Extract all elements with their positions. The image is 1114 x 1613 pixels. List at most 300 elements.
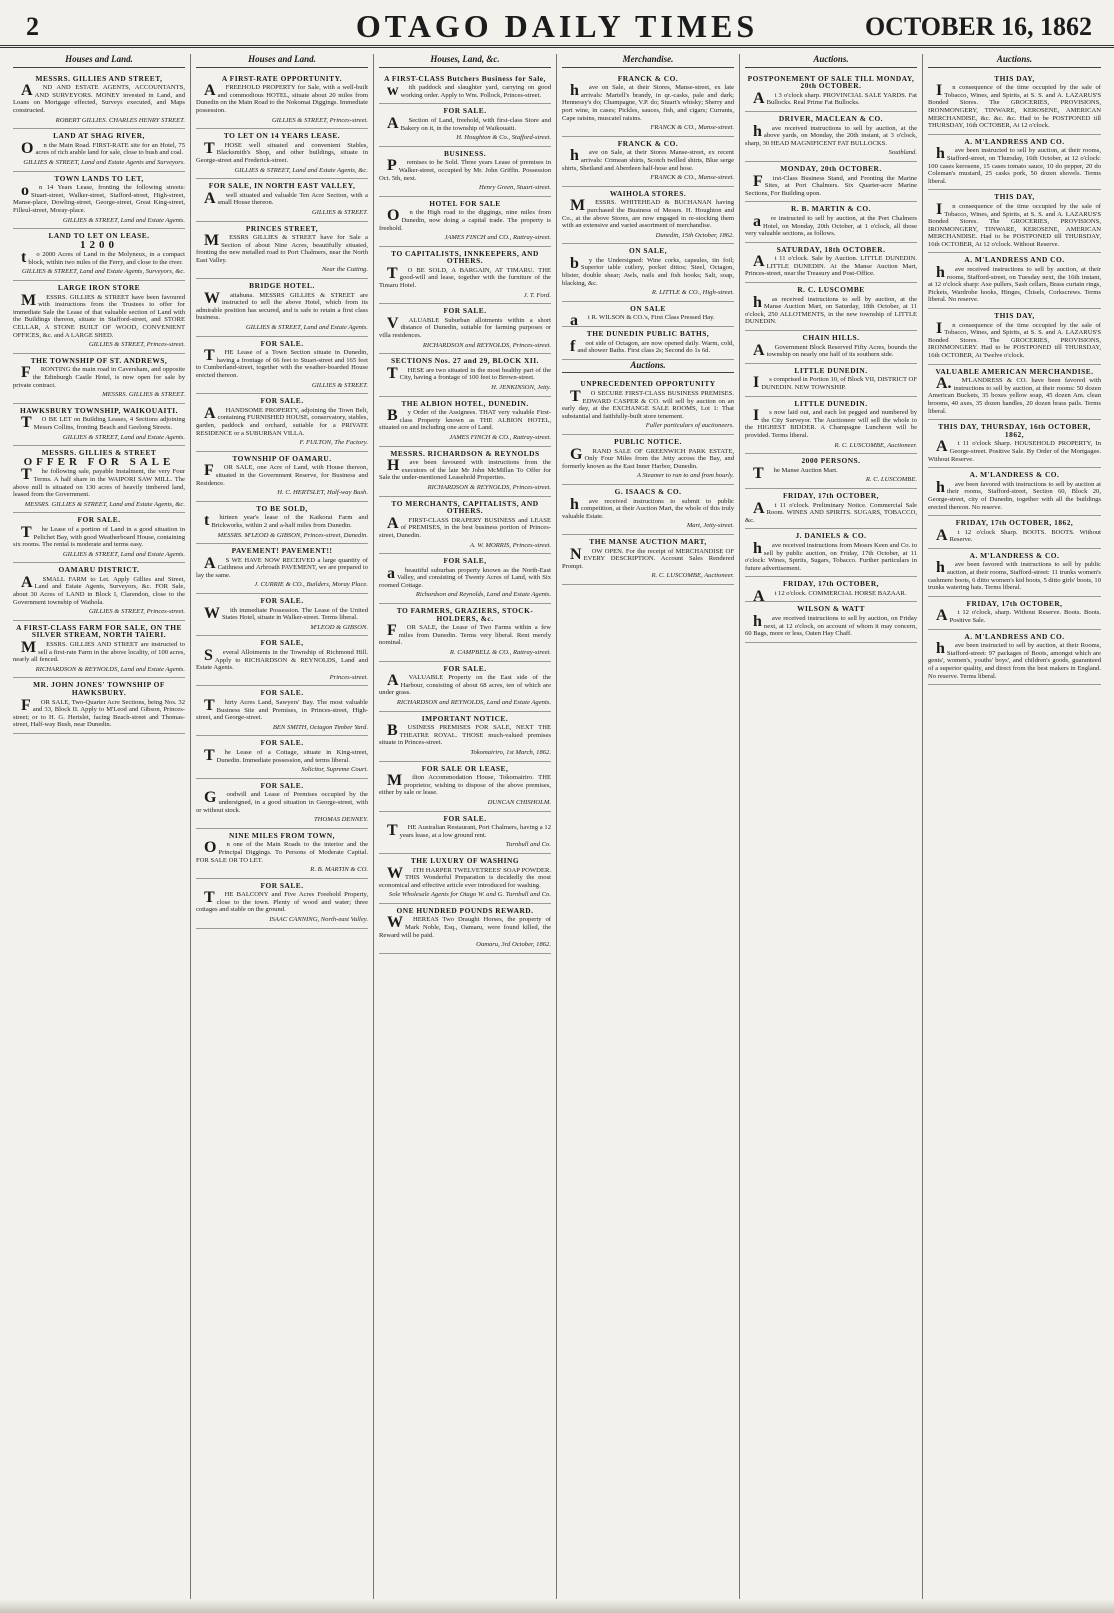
column-heading: Houses, Land, &c. [379,54,551,68]
advertisement [562,327,734,360]
advertisement [562,72,734,137]
ad-headline: PRINCES STREET, [245,223,319,233]
advertisement [379,812,551,854]
ad-headline: FOR SALE. [443,306,487,316]
ad-signature: F. FULTON, The Factory. [299,439,368,447]
ad-headline: MESSRS. GILLIES AND STREET, [35,73,163,83]
ad-headline: FOR SALE. [260,596,304,606]
ad-headline: THIS DAY, [994,73,1035,83]
ad-headline: 2000 PERSONS. [801,456,861,466]
ad-body: At 11 o'clock Sharp. HOUSEHOLD PROPERTY, In George-street. Positive Sale. By Order of the Mortgagee. Without Reserve. [928,438,1101,463]
ad-signature: R. CAMPBELL & CO., Rattray-street. [449,649,551,657]
ad-body: A.M'LANDRESS & CO. have been favored with instructions to sell by auction, at their rooms: 50 dozen American Buckets, 35 boxes yellow soap, 45 dozen Am. clean brooms, 40 axes, 35 dozen handles, 20 dozen brass pails. Terms liberal. [928,375,1101,415]
ad-headline: FRIDAY, 17th OCTOBER, [966,598,1063,608]
ad-body: FOR SALE, one Acre of Land, with House thereon, situated in the Government Reserve, for Business and Residence. [196,462,368,487]
advertisement [562,302,734,330]
ad-headline: G. ISAACS & CO. [614,486,682,496]
advertisement [745,202,917,242]
advertisement [196,779,368,829]
advertisement [379,762,551,812]
advertisement [562,377,734,435]
advertisement [379,104,551,146]
ad-headline: FOR SALE. [260,338,304,348]
ad-body: The following sale, payable Instalment, the very Four Terms. A half share in the WAIPORI SAW MILL. The above mill is situated on 130 acres of heavily timbered land, leased from the Government. [13,466,185,499]
ad-body: ASection of Land, freehold, with first-class Store and Bakery on it, in the township of Waikouaiti. [387,114,551,132]
column-heading: Merchandise. [562,54,734,68]
ad-headline: FOR SALE. [260,738,304,748]
ad-body: First-Class Business Stand, and Fronting the Marine Sites, at Port Chalmers. Six Quarter-acre Marine Sections, For Building upon. [745,172,917,197]
ad-body: FRONTING the main road in Caversham, and opposite the Edinburgh Castle Hotel, is now open for sale by private contract. [13,364,185,389]
advertisement [196,452,368,502]
advertisement [196,337,368,395]
ad-headline: ONE HUNDRED POUNDS REWARD. [396,905,534,915]
page-edge-shadow [0,1599,1114,1613]
column-2 [191,54,374,1599]
advertisement [13,563,185,621]
ad-body: THOSE well situated and convenient Stables, Blacksmith's Shop, and other buildings, situate in George-street and Frederick-street. [196,139,368,164]
advertisement [928,420,1101,468]
ad-headline: THE DUNEDIN PUBLIC BATHS, [586,329,710,339]
ad-body: In consequence of the time occupied by the sale of Tobacco, Wines, and Spirits, at S. S. and A. LAZARUS'S Bonded Stores. The GROCERIES, PROVISIONS, IRONMONGERY, TINWARE, KEROSENE, AMERICAN MERCHANDISE. Had to be POSTPONED till THURSDAY, 16th OCTOBER, At 12 o'clock. Without Reserve. [928,200,1101,248]
ad-body: to 2000 Acres of Land in the Molyneux, in a compact block, within two miles of the Ferry, and close to the river. [21,249,185,267]
advertisement [745,283,917,331]
ad-body: are instructed to sell by auction, at the Port Chalmers Hotel, on Monday, 20th October, at 1 o'clock, all those very valuable sections, as follows. [745,212,917,238]
ad-body: WHEREAS Two Draught Horses, the property of Mark Noble, Esq., Oamaru, were found killed, the Reward will be paid. [379,914,551,939]
ad-headline: THE LUXURY OF WASHING [410,855,520,865]
advertisement [13,72,185,130]
ad-headline: UNPRECEDENTED OPPORTUNITY [580,379,716,389]
ad-headline: TOWNSHIP OF OAMARU. [232,453,332,463]
ad-body: In consequence of the time occupied by the sale of Tobacco, Wines, and Spirits, at S. S. and A. LAZARUS'S Bonded Stores. The GROCERIES, PROVISIONS, IRONMONGERY, TINWARE, KEROSENE, AMERICAN MERCHANDISE, &c. &c. &c. Had to be POSTPONED till THURSDAY, 16th OCTOBER, At 12 o'clock. [928,82,1101,130]
ad-body: with paddock and slaughter yard, carrying on good working order. Apply to Wm. Pollock, Princes-street. [387,82,551,100]
ad-display-line: 1200 [80,238,118,251]
ad-headline: HOTEL FOR SALE [429,198,501,208]
ad-signature: Henry Green, Stuart-street. [478,184,551,192]
ad-headline: VALUABLE AMERICAN MERCHANDISE. [935,366,1094,376]
column-heading: Auctions. [928,54,1101,68]
ad-headline: NINE MILES FROM TOWN, [229,830,335,840]
ad-signature: GILLIES & STREET, Land and Estate Agents. [62,216,185,224]
ad-signature: R. B. MARTIN & CO. [310,866,368,874]
ad-signature: J. T. Ford. [523,291,551,299]
ad-signature: GILLIES & STREET. [311,208,368,216]
ad-signature: RICHARDSON and REYNOLDS, Princes-street. [422,341,551,349]
ad-headline: LAND TO LET ON LEASE. [48,231,150,241]
ad-headline: A FIRST-CLASS FARM FOR SALE, ON THE SILVER STREAM, NORTH TAIERI. [16,622,182,640]
advertisement [745,364,917,397]
advertisement [745,243,917,283]
ad-headline: WILSON & WATT [797,604,865,614]
ad-headline: FOR SALE. [77,515,121,525]
advertisement [379,72,551,105]
ad-body: THE Australian Restaurant, Port Chalmers, having a 12 years lease, at a low ground rent. [387,822,551,840]
advertisement [928,72,1101,135]
advertisement [196,736,368,778]
ad-signature: ISAAC CANNING, North-east Valley. [269,916,368,924]
ad-body: TO BE LET on Building Leases, 4 Sections adjoining Messrs Collins, fronting Beach and Geelong Streets. [21,414,185,432]
column-6 [923,54,1106,1599]
ad-body: have on Sale, at their Stores, Manse-street, ex late arrivals: Martell's brandy, in qr.-casks, pale and dark; Hennessy's do; Champagne, V.P. do; Stuart's whisky; Sherry and port wine, in cases; Pickles, sauces, fish, and cigars; Currants, Cape raisins, muscatel raisins. [562,82,734,122]
ad-signature: Princes-street. [329,673,368,681]
ad-body: FOR SALE, Two-Quarter Acre Sections, being Nos. 32 and 33, Block II. Apply to M'Leod and Gibson, Princes-street; or to H. G. Hertslet, facing Beach-street and Thomas-street, Half-way Bush, near Dunedin. [13,696,185,729]
ad-body: The Manse Auction Mart. [753,464,838,482]
ad-signature: A Steamer to run to and from hourly. [636,472,734,480]
ad-body: At 12 o'clock, sharp. Without Reserve. Boots. Boots. Positive Sale. [936,607,1101,625]
ad-headline: MESSRS. RICHARDSON & REYNOLDS [390,448,540,458]
ad-body: Awell situated and valuable Ten Acre Section, with a small House thereon. [204,189,368,207]
ad-body: WITH HARPER TWELVETREES' SOAP POWDER. THIS Wonderful Preparation is decidedly the most economical and effective article ever introduced for washing. [379,864,551,889]
advertisement [379,497,551,555]
advertisement [13,678,185,734]
advertisement [196,72,368,130]
ad-headline: FOR SALE, IN NORTH EAST VALLEY, [208,181,356,191]
ad-headline: TO BE SOLD, [256,503,308,513]
advertisement [562,244,734,302]
ad-headline: BRIDGE HOTEL. [249,281,315,291]
ad-headline: TO CAPITALISTS, INNKEEPERS, AND OTHERS. [391,248,539,266]
ad-signature: GILLIES & STREET, Land and Estate Agents and Surveyors. [23,158,185,166]
ad-headline: LARGE IRON STORE [57,283,141,293]
ad-headline: THIS DAY, THURSDAY, 16th OCTOBER, 1862, [938,422,1091,439]
ad-signature: Southland. [888,149,917,157]
ad-body: At 12 o'clock. COMMERCIAL HORSE BAZAAR. [753,587,907,605]
advertisement [928,630,1101,686]
column-heading: Houses and Land. [13,54,185,68]
ad-headline: WAIHOLA STORES. [609,188,687,198]
advertisement [379,447,551,497]
ad-signature: DUNCAN CHISHOLM. [487,798,551,806]
advertisement [196,594,368,636]
ad-body: AVALUABLE Property on the East side of the Harbour, consisting of about 68 acres, ten of which are under grass. [379,672,551,697]
ad-headline: FOR SALE. [443,663,487,673]
ad-signature: GILLIES & STREET, Land and Estate Agents, &c. [234,166,368,174]
ad-body: have been favored with instructions to sell by public auction, at their rooms, Stafford-street: 11 trunks women's cashmere boots, 6 ditto women's kid boots, 5 ditto girls' boots, 10 trunks watering hats. Terms liberal. [928,559,1101,592]
ad-signature: Turnbull and Co. [505,841,551,849]
ad-headline: BUSINESS. [443,148,487,158]
advertisement [13,281,185,354]
column-heading: Houses and Land. [196,54,368,68]
advertisement [745,72,917,112]
ad-headline: FOR SALE. [443,106,487,116]
ad-body: FOR SALE, the Lease of Two Farms within a few miles from Dunedin. Terms very liberal. Rent merely nominal. [379,622,551,647]
ad-signature: Oamaru, 3rd October, 1862. [476,941,551,949]
ad-body: ASMALL FARM to Let. Apply Gillies and Street, Land and Estate Agents, Surveyors, &c. FOR Sale, about 30 Acres of LAND in Block I, Clarendon, close to the Government township of Waihola. [13,573,185,606]
ad-body: TO SECURE FIRST-CLASS BUSINESS PREMISES. EDWARD CASPER & CO. will sell by auction on an early day, at the EXCHANGE SALE ROOMS, Lot 1: That substantial and faithfully-built store tenement. [562,388,734,420]
advertisement [196,279,368,337]
ad-signature: GILLIES & STREET, Princes-street. [88,341,185,349]
advertisement [928,365,1101,421]
column-4 [557,54,740,1599]
ad-headline: IMPORTANT NOTICE. [421,713,509,723]
ad-signature: FRANCK & CO., Manse-street. [650,174,734,182]
ad-signature: Sole Wholesale Agents for Otago W. and G. Turnbull and Co. [388,891,551,899]
advertisement [745,162,917,202]
column-3 [374,54,557,1599]
ad-headline: FOR SALE. [260,688,304,698]
advertisement [745,529,917,577]
ad-body: have received instructions to sell by auction, on Friday next, at 12 o'clock, on account of whom it may concern, 60 Bags, more or less, Oaten Hay Chaff. [745,613,917,638]
ad-body: AGovernment Block Reserved Fifty Acres, bounds the township on nearly one half of its southern side. [753,341,917,359]
advertisement [13,172,185,230]
ad-body: By Order of the Assignees. THAT very valuable First-class Property known as THE ALBION HOTEL, situated on and including one acre of Land. [379,407,551,432]
ad-signature: MESSRS. GILLIES & STREET, Land and Estate Agents, &c. [24,500,185,508]
ad-body: On one of the Main Roads to the interior and the Principal Diggings. To Persons of Moderate Capital. FOR SALE OR TO LET. [196,839,368,864]
advertisement [562,187,734,245]
ad-body: thirteen year's lease of the Kaikorai Farm and Brickworks, within 2 and a-half miles from Dunedin. [204,512,368,530]
ad-body: by the Undersigned: Wine corks, capsules, tin foil; Superior table cutlery, pocket dittos; Steel, Octagon, blister, double shear; Awls, nails and fish hooks; Salt, soap, blacking, &c. [562,254,734,287]
ad-body: Premises to be Sold. Three years Lease of premises in Walker-street, occupied by Mr. John Griffin. Possession Oct. 5th, next. [379,157,551,182]
ad-headline: ON SALE [630,303,666,313]
ad-signature: R. C. LUSCOMBE. [865,476,917,484]
ad-body: AS WE HAVE NOW RECEIVED a large quantity of Caithness and Arbroath PAVEMENT, we are prepared to lay the same. [196,554,368,579]
ad-body: GRAND SALE OF GREENWICH PARK ESTATE, Only Four Miles from the Jetty across the Bay, and formerly known as the East Inner Harbor, Dunedin. [562,445,734,470]
ad-headline: THE TOWNSHIP OF ST. ANDREWS, [30,355,168,365]
advertisement [13,446,185,513]
ad-body: Several Allotments in the Township of Richmond Hill. Apply to RICHARDSON & REYNOLDS, Land and Estate Agents. [196,647,368,672]
issue-date: OCTOBER 16, 1862 [864,12,1092,41]
advertisement [928,468,1101,516]
ad-headline: FOR SALE OR LEASE, [421,763,509,773]
advertisement [928,190,1101,253]
ad-body: At 11 o'clock. Preliminary Notice. Commercial Sale Room. WINES AND SPIRITS. SUGARS, TOBACCO, &c. [745,499,917,524]
ad-headline: SECTIONS Nos. 27 and 29, BLOCK XII. [391,356,539,366]
ad-body: AHANDSOME PROPERTY, adjoining the Town Belt, containing FURNISHED HOUSE, conservatory, stables, garden, paddock and orchard, suitable for a PRIVATE RESIDENCE or a SUBURBAN VILLA. [196,404,368,437]
ad-body: has received instructions to sell by auction, at the Manse Auction Mart, on Saturday, 18th October, at 11 o'clock, 250 ALLOTMENTS, in the new township of LITTLE DUNEDIN. [745,293,917,326]
advertisement [196,686,368,736]
page-number: 2 [26,12,39,41]
ad-headline: R. C. LUSCOMBE [797,285,865,295]
advertisement [13,354,185,404]
advertisement [379,554,551,604]
ad-body: MESSRS. WHITEHEAD & BUCHANAN having purchased the Business of Messrs. H. Houghton and Co., at the above Stores, are now engaged in re-stocking them with an extensive and varied assortment of merchandise. [562,197,734,230]
ad-body: Is now laid out, and each lot pegged and numbered by the City Surveyor. The Auctioneer will sell the whole to the HIGHEST BIDDER. A Champagne Luncheon will be provided. Terms liberal. [745,407,917,439]
ad-headline: TO MERCHANTS, CAPITALISTS, AND OTHERS. [391,498,539,516]
ad-signature: GILLIES & STREET, Princes-street. [88,608,185,616]
ad-body: BUSINESS PREMISES FOR SALE, NEXT THE THEATRE ROYAL. THOSE much-valued premises situate in Princes-street. [379,722,551,747]
ad-headline: THIS DAY, [994,192,1035,202]
ad-body: have been favored with instructions to sell by auction at their rooms, Stafford-street, Section 60, Block 20, George-street, city of Dunedin, together with all the buildings erected thereon. No reserve. [928,478,1101,511]
ad-headline: ON SALE, [628,246,668,256]
ad-headline: A. M'LANDRESS AND CO. [964,136,1065,146]
ad-signature: THOMAS DENNEY. [314,816,368,824]
advertisement [745,489,917,529]
ad-signature: Mart, Jetty-street. [686,522,734,530]
ad-headline: SATURDAY, 18th OCTOBER. [776,244,886,254]
ad-headline: FRIDAY, 17th OCTOBER, [782,490,880,500]
advertisement [379,354,551,396]
ad-headline: FRANCK & CO. [617,138,679,148]
ad-body: Is comprised in Portion 10, of Block VII, DISTRICT OF DUNEDIN. NEW TOWNSHIP. [753,374,917,392]
ad-body: have received instructions from Messrs Keen and Co. to sell by public auction, on Friday, 17th October, at 11 o'clock: Wines, Spirits, Sugars, Tobacco. Further particulars in future advertisement. [745,539,917,572]
ad-headline: PUBLIC NOTICE. [614,436,682,446]
ad-headline: TO FARMERS, GRAZIERS, STOCK-HOLDERS, &c. [396,606,534,623]
ad-headline: DRIVER, MACLEAN & CO. [778,113,884,123]
ad-headline: THE ALBION HOTEL, DUNEDIN. [401,398,529,408]
ad-body: Goodwill and Lease of Premises occupied by the undersigned, in a good situation in George-street, with or without stock. [196,789,368,814]
ad-headline: LAND AT SHAG RIVER, [53,131,145,141]
ad-headline: FOR SALE, [260,638,304,648]
ad-headline: TOWN LANDS TO LET, [54,173,144,183]
advertisement [928,135,1101,191]
ad-signature: H. C. HERTSLET, Half-way Bush. [277,489,368,497]
ad-signature: Richardson and Reynolds, Land and Estate Agents. [415,591,551,599]
ad-headline: MESSRS. GILLIES & STREET [41,448,157,458]
ad-headline: MONDAY, 20th OCTOBER. [780,163,882,173]
advertisement [379,604,551,662]
ad-headline: PAVEMENT! PAVEMENT!! [231,546,333,556]
advertisement [379,712,551,762]
advertisement [13,404,185,446]
advertisement [379,147,551,197]
ad-body: VALUABLE Suburban allotments within a short distance of Dunedin, suitable for farming purposes or villa residences. [379,314,551,340]
advertisement [745,577,917,605]
ad-headline: R. B. MARTIN & CO. [791,204,871,214]
advertisement [196,129,368,179]
ad-body: have on Sale, at their Stores Manse-street, ex recent arrivals: Crimean shirts, Scotch twilled shirts, Blue serge shirts, Shetland and Aberdeen half-hose and hose. [562,147,734,172]
column-5 [740,54,923,1599]
ad-headline: LITTLE DUNEDIN. [794,398,868,408]
ad-body: abeautiful suburban property known as the North-East Valley, and consisting of Twenty Acres of Land, with Six roomed Cottage. [379,564,551,589]
ad-signature: Dunedin, 15th October, 1862. [655,231,734,239]
advertisement [379,304,551,354]
advertisement [196,636,368,686]
advertisement [196,829,368,879]
ad-signature: GILLIES & STREET, Land and Estate Agents. [62,433,185,441]
advertisement [562,435,734,485]
advertisement [928,549,1101,597]
advertisement [196,222,368,280]
ad-body: At 11 o'clock. Sale by Auction. LITTLE DUNEDIN. LITTLE DUNEDIN. At the Manse Auction Mart, Princes-street, near the Treasury and Post-Office. [745,253,917,278]
column-1 [8,54,191,1599]
advertisement [13,621,185,679]
advertisement [562,485,734,535]
advertisement [928,516,1101,549]
ad-signature: R. C. LUSCOMBE, Auctioneer. [651,572,734,580]
ad-body: On the High road to the diggings, nine miles from Dunedin, now doing a capital trade. The property is freehold. [379,207,551,232]
advertisement [562,535,734,585]
newspaper-columns [8,54,1106,1599]
column-heading: Auctions. [745,54,917,68]
ad-headline: THIS DAY, [994,311,1035,321]
ad-signature: M'LEOD & GIBSON. [310,623,368,631]
advertisement [379,662,551,712]
ad-body: THE Lease of a Town Section situate in Dunedin, having a frontage of 66 feet to Stuart-street and 165 feet to Cumberland-street, together with the weather-boarded House erected thereon. [196,347,368,379]
ad-headline: POSTPONEMENT OF SALE TILL MONDAY, 20th OCTOBER. [747,73,915,91]
ad-signature: R. C. LUSCOMBE, Auctioneer. [834,441,917,449]
ad-signature: RICHARDSON & REYNOLDS, Princes-street. [427,483,551,491]
ad-signature: J. CURRIE & CO., Builders, Moray Place. [254,581,368,589]
advertisement [928,253,1101,309]
ad-signature: Near the Cutting. [322,266,368,274]
ad-signature: GILLIES & STREET. [311,381,368,389]
ad-body: foot side of Octagon, are now opened daily. Warm, cold, and shower Baths. First class 2s; Second do 1s 6d. [570,337,734,355]
ad-display-line: OFFER FOR SALE [23,455,175,468]
ad-signature: GILLIES & STREET, Land and Estate Agents, Surveyors, &c. [21,268,185,276]
ad-signature: Solicitor, Supreme Court. [301,766,368,774]
advertisement [196,544,368,594]
ad-signature: FRANCK & CO., Manse-street. [650,124,734,132]
ad-signature: GILLIES & STREET, Land and Estate Agents. [62,550,185,558]
advertisement [745,331,917,364]
advertisement [928,309,1101,365]
ad-headline: A FIRST-RATE OPPORTUNITY. [221,73,343,83]
ad-signature: JAMES FINCH and CO., Rattray-street. [444,234,551,242]
ad-body: on 14 Years Lease, fronting the following streets: Stuart-street, Walker-street, Stafford-street, High-street, Manse-place, Dowling-street, George-street, Great King-street, Filleul-street, Moray-place. [13,182,185,214]
advertisement [745,454,917,489]
advertisement [196,879,368,929]
ad-signature: BEN SMITH, Octagon Timber Yard. [272,723,368,731]
advertisement [13,229,185,281]
advertisement [196,502,368,544]
ad-body: At 3 o'clock sharp. PROVINCIAL SALE YARDS. Fat Bullocks. Real Prime Fat Bullocks. [753,89,917,107]
ad-headline: OAMARU DISTRICT. [58,565,140,575]
newspaper-title: OTAGO DAILY TIMES [355,8,759,44]
ad-body: MESSRS GILLIES & STREET have for Sale a Section of about Nine Acres, beautifully situated, fronting the new metalled road to Port Chalmers, near the North East Valley. [196,232,368,264]
ad-body: With immediate Possession. The Lease of the United States Hotel, situate in Walker-street. Terms liberal. [204,604,368,622]
advertisement [379,854,551,904]
ad-signature: ROBERT GILLIES. CHARLES HENRY STREET. [55,116,185,124]
ad-body: MESSRS. GILLIES & STREET have been favoured with instructions from the Trustees to offer for immediate Sale the Lease of that valuable section of Land with the Buildings thereon, situate in Stafford-street, and STORE CELLAR, A STONE BUILT OF WOOD, CONVENIENT OFFICES, &c. and A LARGE SHED. [13,291,185,339]
ad-signature: GILLIES & STREET, Land and Estate Agents. [245,324,368,332]
ad-headline: J. DANIELS & CO. [795,531,867,541]
ad-headline: FOR SALE. [260,780,304,790]
ad-body: The Lease of a Cottage, situate in King-street, Dunedin. Immediate possession, and terms liberal. [204,746,368,764]
ad-body: At 12 o'clock Sharp. BOOTS. BOOTS. Without Reserve. [936,526,1101,544]
ad-headline: FOR SALE, [443,556,487,566]
ad-headline: CHAIN HILLS. [802,333,860,343]
ad-body: AFREEHOLD PROPERTY for Sale, with a well-built and commodious HOTEL, situate about 20 miles from Dunedin on the Main Road to the Nokomai Diggings. Immediate possession. [196,82,368,114]
ad-headline: HAWKSBURY TOWNSHIP, WAIKOUAITI. [19,405,179,415]
ad-headline: A. M'LANDRESS AND CO. [964,255,1065,265]
ad-signature: MESSRS. M'LEOD & GIBSON, Princes-street, Dunedin. [217,531,368,539]
ad-body: have been instructed to sell by auction, at their Rooms, Stafford-street: 97 packages of Boots, amongst which are gents', women's, youths' boys', and children's goods, guaranteed of a superior quality, and direct from the best makers in England. No reserve. Terms liberal. [928,640,1101,680]
advertisement [745,397,917,455]
ad-signature: H. JENKINSON, Jetty. [491,384,551,391]
ad-body: The Lease of a portion of Land in a good situation in Pelichet Bay, with good Weatherboard House, containing six rooms. The rental is moderate and terms easy. [13,523,185,549]
ad-body: have received instructions to sell by auction, at the above yards, on Monday, the 20th instant, at 3 o'clock, sharp, 30 HEAD MAGNIFICENT FAT BULLOCKS. [745,122,917,147]
masthead [0,0,1114,48]
ad-body: MESSRS. GILLIES AND STREET are instructed to sell a first-rate Farm in the above locality, of 100 acres, nearly all fenced. [13,639,185,664]
ad-headline: FRIDAY, 17th OCTOBER, [782,579,880,589]
ad-body: In consequence of the time occupied by the sale of Tobacco, Wines, and Spirits, at S. S. and A. LAZARUS'S Bonded Stores. The GROCERIES, PROVISIONS, IRONMONGERY. Had to be POSTPONED till THURSDAY, 16th OCTOBER, At Twelve o'clock. [928,319,1101,359]
advertisement [745,112,917,162]
advertisement [379,397,551,447]
advertisement [379,247,551,305]
ad-body: have received instructions to sell by auction, at their rooms, Stafford-street, on Tuesday next, the 16th instant, at 12 o'clock sharp: Axe pullers, Sash cellars, Brass curtain rings, Pickets, Wardrobe hooks, Hinges, Chisels, Corkscrews. Terms liberal. No reserve. [928,264,1101,304]
advertisement [745,602,917,642]
advertisement [562,137,734,187]
ad-body: TO BE SOLD, A BARGAIN, AT TIMARU. THE good-will and lease, together with the furniture of the Timaru Hotel. [379,264,551,290]
ad-headline: MR. JOHN JONES' TOWNSHIP OF HAWKSBURY. [33,680,165,697]
ad-signature: H. Houghton & Co., Stafford-street. [456,134,551,142]
ad-signature: A. W. MORRIS, Princes-street. [470,541,551,549]
ad-signature: MESSRS. GILLIES & STREET. [102,391,185,399]
ad-signature: RICHARDSON & REYNOLDS, Land and Estate Agents. [35,665,185,673]
advertisement [379,904,551,954]
advertisement [13,513,185,563]
ad-body: AND AND ESTATE AGENTS, ACCOUNTANTS, AND SURVEYORS. MONEY invested in Land, and Loans on Mortgage effected, Surveys executed, and Maps constructed. [13,82,185,114]
advertisement [196,179,368,221]
ad-headline: FOR SALE. [260,396,304,406]
ad-body: THE BALCONY and Five Acres Freehold Property, close to the town. Plenty of wood and water; three cottages and stable on the ground. [196,889,368,914]
advertisement [196,394,368,452]
ad-headline: FRANCK & CO. [617,73,679,83]
ad-headline: A. M'LANDRESS & CO. [969,550,1060,560]
ad-headline: A. M'LANDRESS & CO. [969,470,1060,480]
ad-body: Have been favoured with instructions from the executors of the late Mr John McMillan To Offer for Sale the under-mentioned Leasehold Properties. [379,457,551,482]
ad-headline: FOR SALE. [260,880,304,890]
ad-signature: Tokomairiro, 1st March, 1862. [470,748,551,756]
